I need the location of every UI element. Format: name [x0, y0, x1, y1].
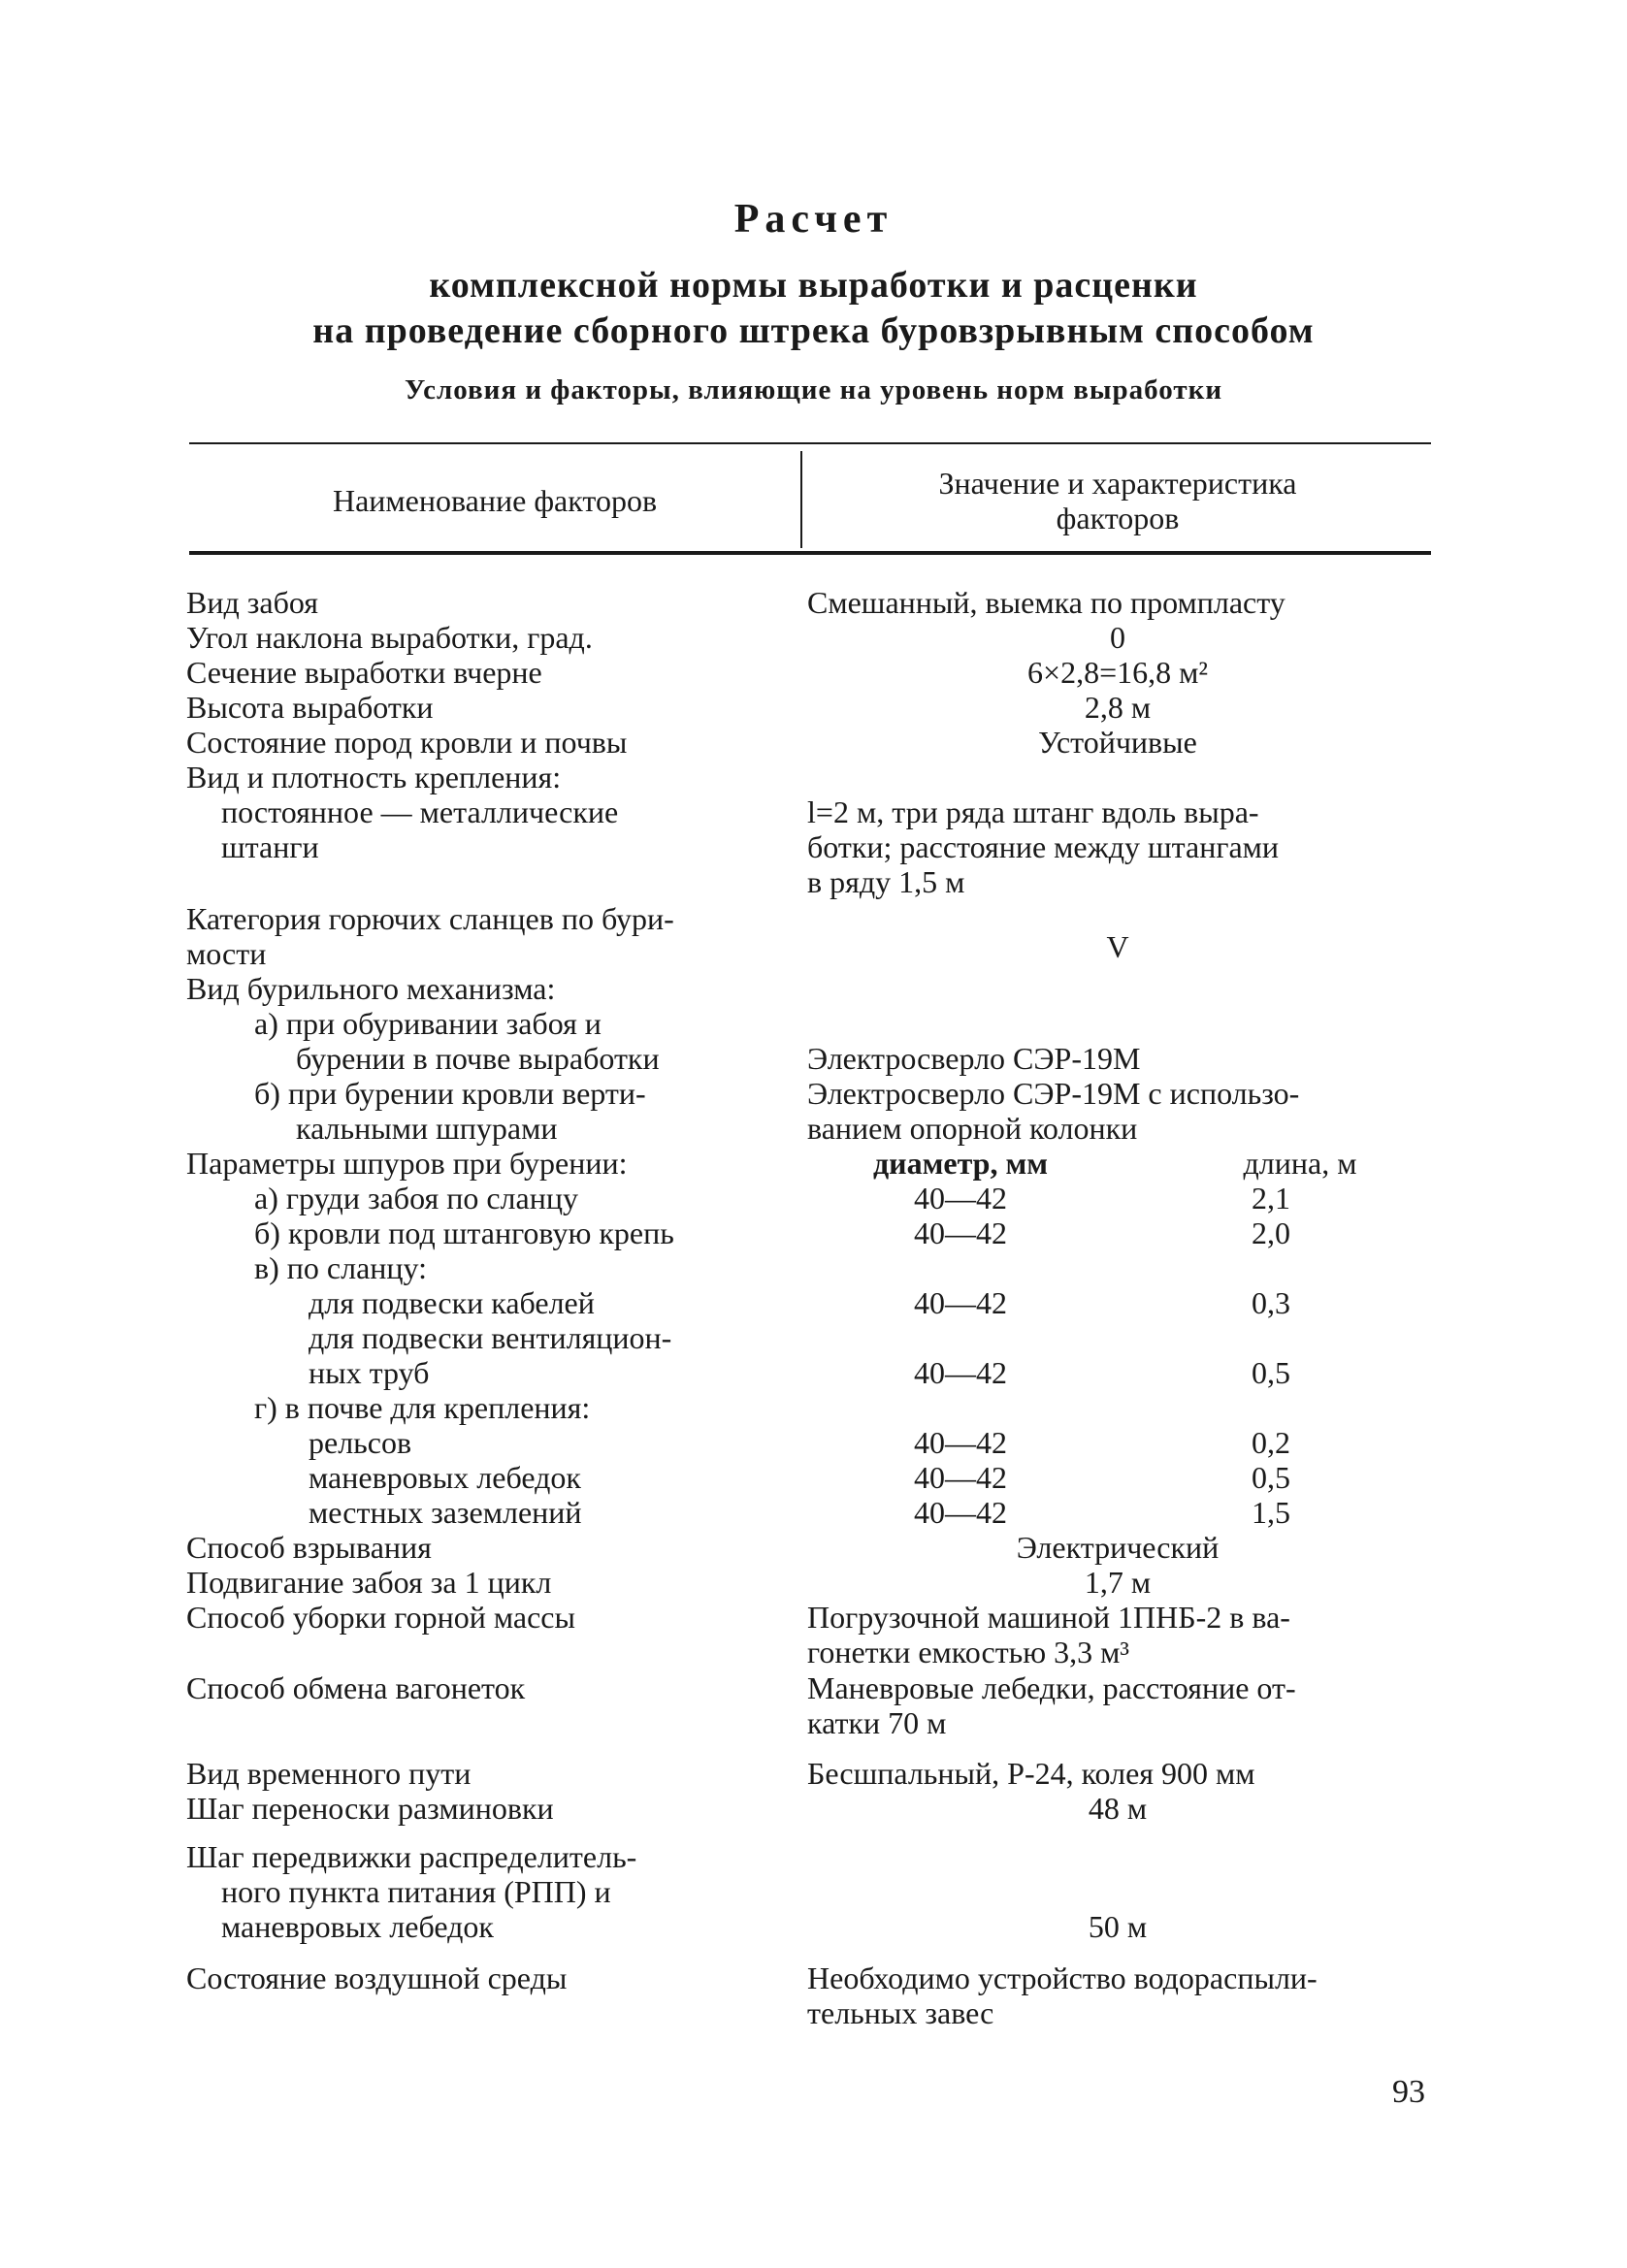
- params-header-length: длина, м: [1243, 1146, 1357, 1181]
- param-length: 0,5: [1252, 1355, 1290, 1390]
- factor-row: для подвески кабелей: [309, 1285, 595, 1320]
- factor-row: ных труб: [309, 1355, 430, 1390]
- table-header-values-line-2: факторов: [1056, 501, 1180, 535]
- value-row: 6×2,8=16,8 м²: [1027, 655, 1208, 690]
- param-diameter: 40—42: [914, 1215, 1007, 1250]
- factor-row: постоянное — металлические: [221, 794, 619, 829]
- factor-row: рельсов: [309, 1425, 412, 1460]
- value-row: Электросверло СЭР-19М: [807, 1041, 1141, 1076]
- value-row: 48 м: [1088, 1791, 1148, 1826]
- factor-row: Способ обмена вагонеток: [186, 1670, 526, 1705]
- param-length: 0,5: [1252, 1460, 1290, 1495]
- value-row: Устойчивые: [1038, 725, 1197, 760]
- value-row: l=2 м, три ряда штанг вдоль выра-: [807, 794, 1259, 829]
- value-row: Бесшпальный, Р-24, колея 900 мм: [807, 1756, 1255, 1791]
- value-row: ванием опорной колонки: [807, 1111, 1138, 1146]
- factor-row: Подвигание забоя за 1 цикл: [186, 1565, 552, 1600]
- factor-row: маневровых лебедок: [309, 1460, 581, 1495]
- factor-row: б) кровли под штанговую крепь: [254, 1215, 674, 1250]
- param-diameter: 40—42: [914, 1181, 1007, 1215]
- page-title: Расчет: [733, 197, 894, 242]
- table-header-divider: [800, 451, 802, 548]
- factor-row: Вид временного пути: [186, 1756, 472, 1791]
- factor-row: Сечение выработки вчерне: [186, 655, 542, 690]
- factor-row: Способ взрывания: [186, 1530, 432, 1565]
- value-row: гонетки емкостью 3,3 м³: [807, 1635, 1130, 1669]
- value-row: 0: [1110, 620, 1125, 655]
- factor-row: Шаг передвижки распределитель-: [186, 1839, 637, 1874]
- factor-row: бурении в почве выработки: [296, 1041, 660, 1076]
- value-row: Смешанный, выемка по промпласту: [807, 585, 1285, 620]
- value-row: катки 70 м: [807, 1705, 947, 1740]
- factor-row: Вид бурильного механизма:: [186, 971, 556, 1006]
- factor-row: Параметры шпуров при бурении:: [186, 1146, 628, 1181]
- factor-row: Шаг переноски разминовки: [186, 1791, 554, 1826]
- factor-row: г) в почве для крепления:: [254, 1390, 591, 1425]
- value-row: 50 м: [1088, 1909, 1148, 1944]
- value-row: Погрузочной машиной 1ПНБ-2 в ва-: [807, 1600, 1290, 1635]
- param-length: 2,0: [1252, 1215, 1290, 1250]
- factor-row: а) при обуривании забоя и: [254, 1006, 602, 1041]
- section-heading: Условия и факторы, влияющие на уровень норм выработки: [404, 374, 1223, 405]
- factor-row: Вид и плотность крепления:: [186, 760, 562, 794]
- factor-row: для подвески вентиляцион-: [309, 1320, 672, 1355]
- factor-row: Способ уборки горной массы: [186, 1600, 575, 1635]
- param-diameter: 40—42: [914, 1460, 1007, 1495]
- param-diameter: 40—42: [914, 1425, 1007, 1460]
- subtitle-line-2: на проведение сборного штрека буровзрывным способом: [312, 310, 1315, 351]
- factor-row: маневровых лебедок: [221, 1909, 494, 1944]
- table-top-rule: [189, 442, 1431, 444]
- param-length: 0,3: [1252, 1285, 1290, 1320]
- factor-row: Угол наклона выработки, град.: [186, 620, 593, 655]
- factor-row: а) груди забоя по сланцу: [254, 1181, 578, 1215]
- subtitle-line-1: комплексной нормы выработки и расценки: [429, 265, 1198, 306]
- factor-row: Состояние воздушной среды: [186, 1960, 568, 1995]
- factor-row: б) при бурении кровли верти-: [254, 1076, 646, 1111]
- page-number: 93: [1392, 2074, 1425, 2110]
- factor-row: Вид забоя: [186, 585, 318, 620]
- factor-row: местных заземлений: [309, 1495, 582, 1530]
- params-header-diameter: диаметр, мм: [872, 1146, 1049, 1181]
- factor-row: Категория горючих сланцев по бури-: [186, 901, 674, 936]
- factor-row: мости: [186, 936, 267, 971]
- param-diameter: 40—42: [914, 1355, 1007, 1390]
- factor-row: штанги: [221, 829, 319, 864]
- param-diameter: 40—42: [914, 1495, 1007, 1530]
- factor-row: в) по сланцу:: [254, 1250, 427, 1285]
- table-header-values-line-1: Значение и характеристика: [938, 466, 1297, 501]
- param-length: 0,2: [1252, 1425, 1290, 1460]
- factor-row: кальными шпурами: [296, 1111, 558, 1146]
- value-row: в ряду 1,5 м: [807, 864, 965, 899]
- value-row: Электрический: [1016, 1530, 1220, 1565]
- value-row: Электросверло СЭР-19М с использо-: [807, 1076, 1300, 1111]
- factor-row: Состояние пород кровли и почвы: [186, 725, 628, 760]
- factor-row: Высота выработки: [186, 690, 434, 725]
- value-row: тельных завес: [807, 1995, 994, 2030]
- param-length: 1,5: [1252, 1495, 1290, 1530]
- value-row: Маневровые лебедки, расстояние от-: [807, 1670, 1296, 1705]
- value-row: ботки; расстояние между штангами: [807, 829, 1280, 864]
- value-row: Необходимо устройство водораспыли-: [807, 1960, 1318, 1995]
- value-row: 1,7 м: [1084, 1565, 1152, 1600]
- value-row: 2,8 м: [1084, 690, 1152, 725]
- param-diameter: 40—42: [914, 1285, 1007, 1320]
- factor-row: ного пункта питания (РПП) и: [221, 1874, 611, 1909]
- table-header-rule: [189, 551, 1431, 555]
- value-row: V: [1106, 929, 1129, 964]
- param-length: 2,1: [1252, 1181, 1290, 1215]
- table-header-factors: Наименование факторов: [332, 483, 658, 518]
